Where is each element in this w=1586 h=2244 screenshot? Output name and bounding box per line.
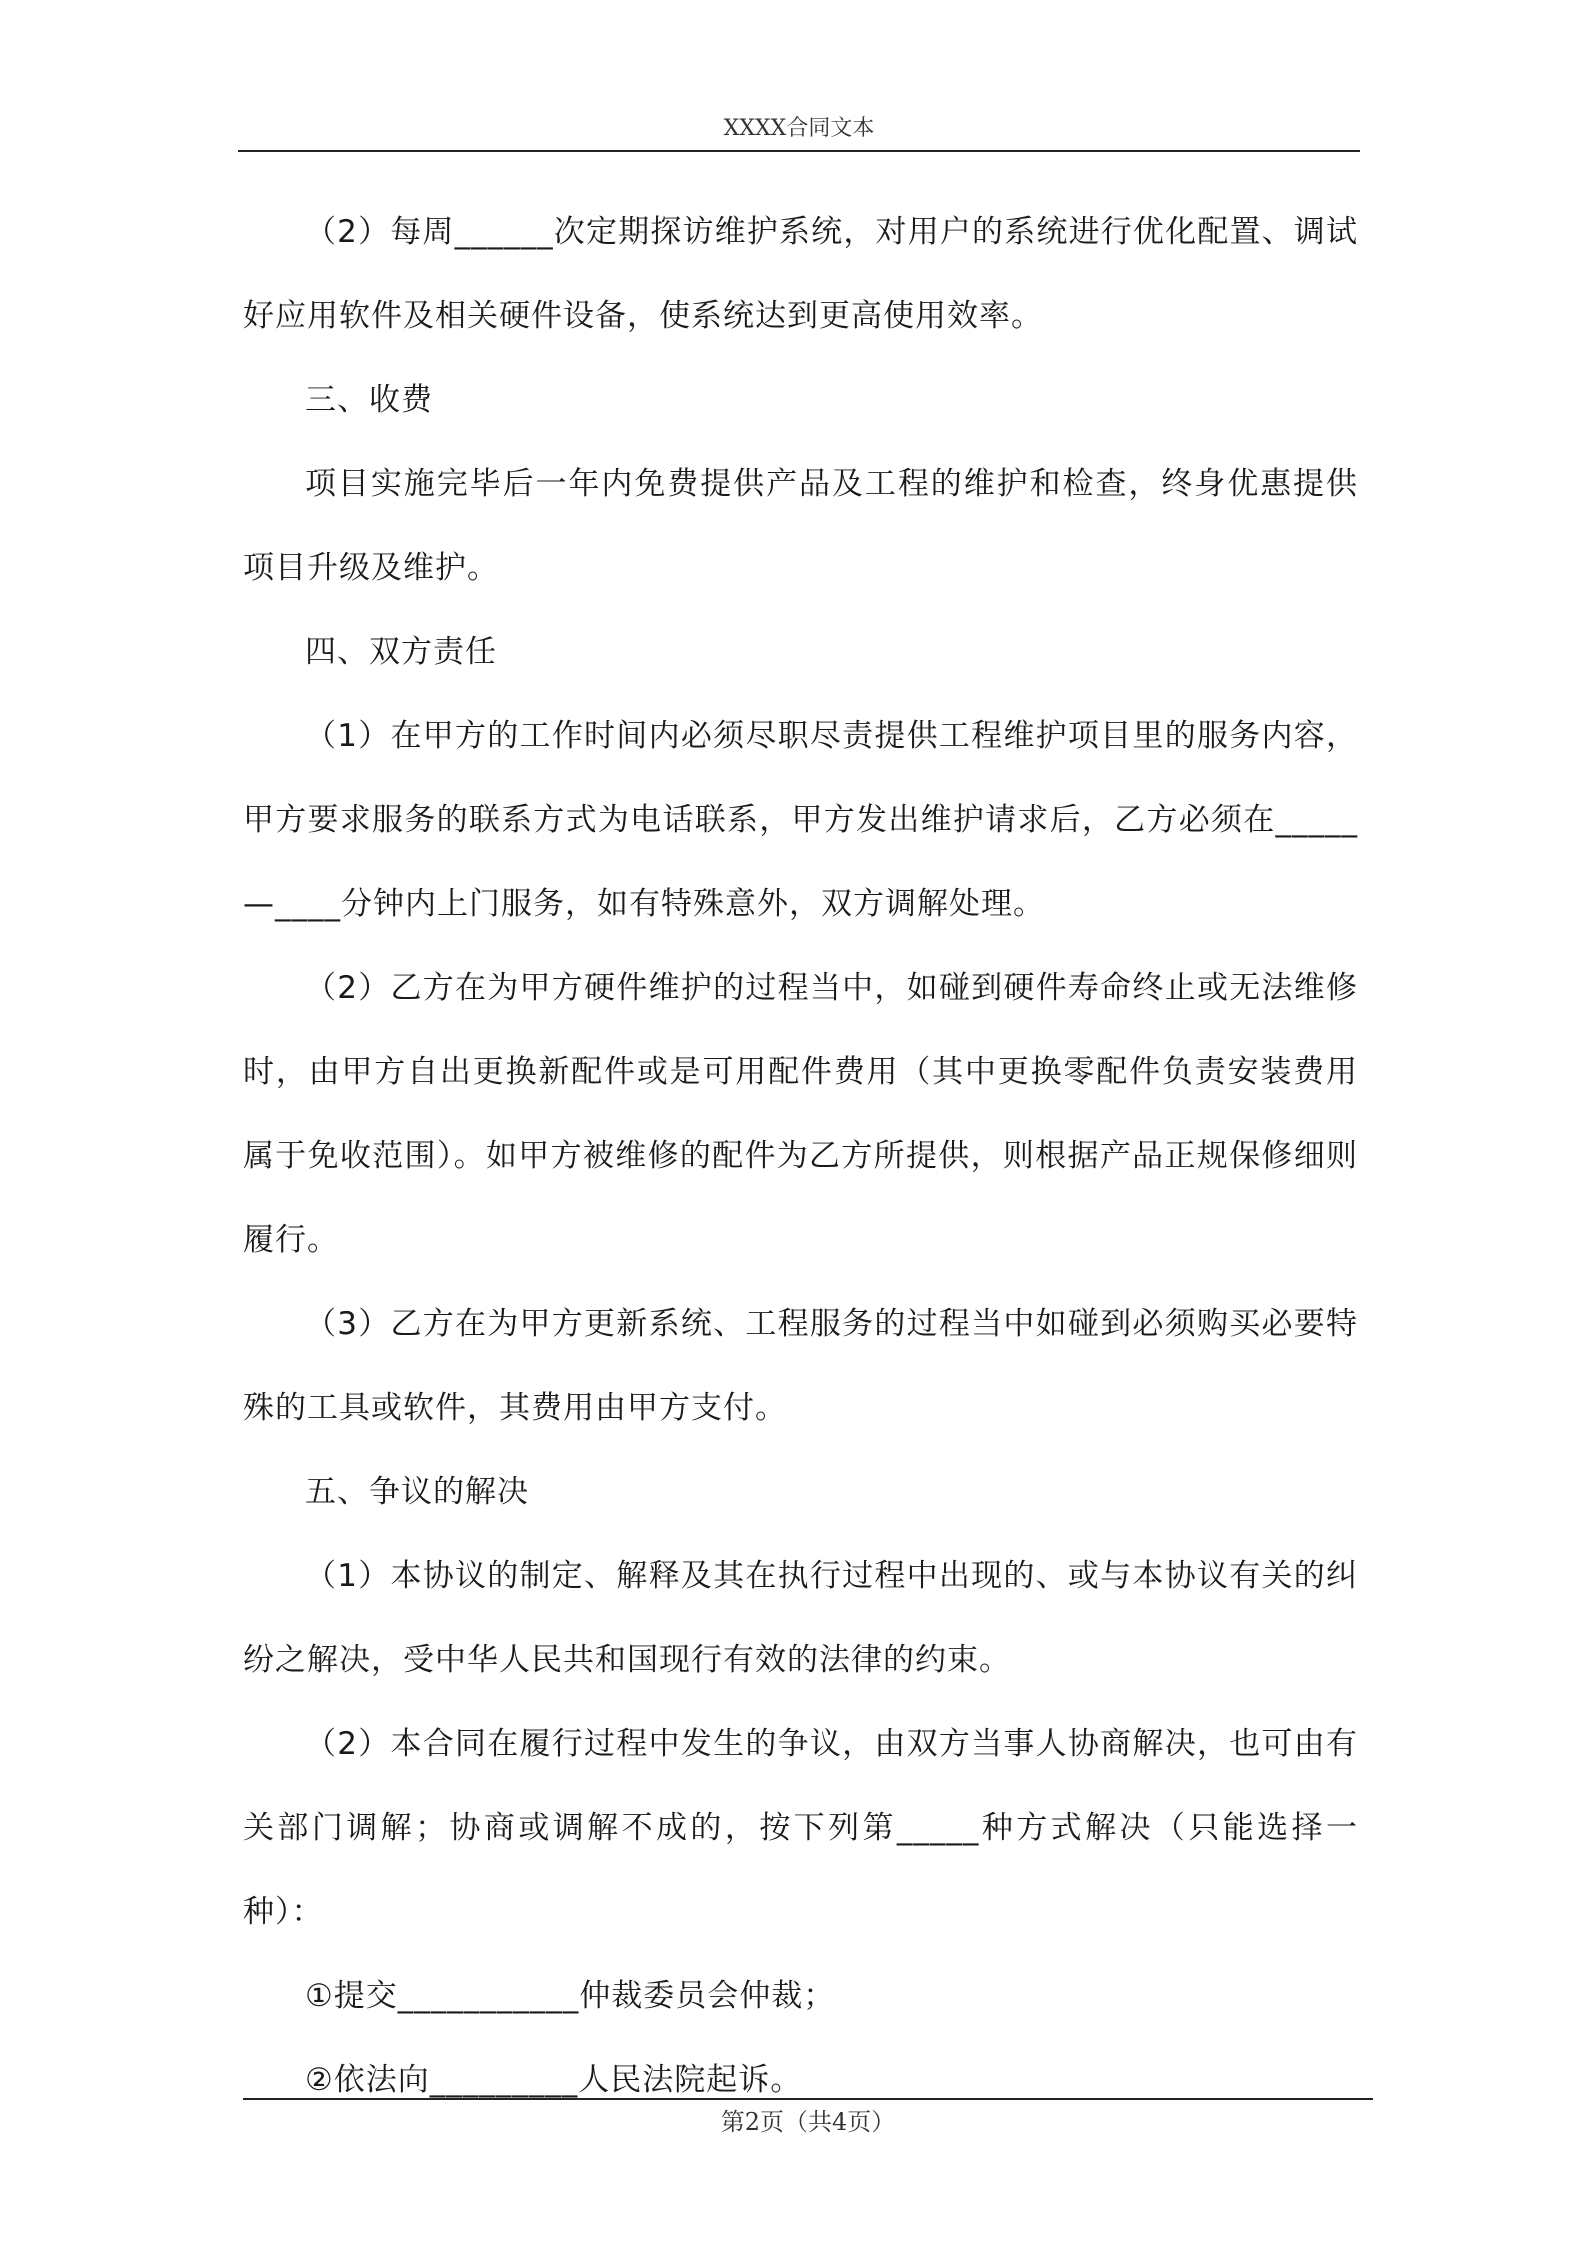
- dispute-option-court: ②依法向_________人民法院起诉。: [305, 2062, 803, 2098]
- dispute-option-arbitration: ①提交___________仲裁委员会仲裁；: [305, 1978, 836, 2014]
- paragraph-responsibility-1: （1）在甲方的工作时间内必须尽职尽责提供工程维护项目里的服务内容，甲方要求服务的联系方式为电话联系，甲方发出维护请求后，乙方必须在_____—____分钟内上门服务，如有特殊意外，双方调解处理。: [243, 718, 1358, 922]
- section-heading-responsibilities: 四、双方责任: [305, 634, 497, 670]
- paragraph-dispute-2: （2）本合同在履行过程中发生的争议，由双方当事人协商解决，也可由有关部门调解；协商或调解不成的，按下列第_____种方式解决（只能选择一种）：: [243, 1726, 1358, 1930]
- page-number: 第2页（共4页）: [720, 2108, 896, 2136]
- paragraph-responsibility-3: （3）乙方在为甲方更新系统、工程服务的过程当中如碰到必须购买必要特殊的工具或软件，其费用由甲方支付。: [243, 1306, 1358, 1426]
- paragraph-weekly-maintenance: （2）每周______次定期探访维护系统，对用户的系统进行优化配置、调试好应用软件及相关硬件设备，使系统达到更高使用效率。: [243, 214, 1358, 334]
- page-header: [238, 108, 1360, 152]
- document-body: [243, 190, 1358, 2122]
- section-heading-fees: 三、收费: [305, 382, 433, 418]
- paragraph-responsibility-2: （2）乙方在为甲方硬件维护的过程当中，如碰到硬件寿命终止或无法维修时，由甲方自出更换新配件或是可用配件费用（其中更换零配件负责安装费用属于免收范围）。如甲方被维修的配件为乙方所提供，则根据产品正规保修细则履行。: [243, 970, 1358, 1258]
- section-heading-disputes: 五、争议的解决: [305, 1474, 529, 1510]
- header-title: XXXX合同文本: [723, 116, 875, 141]
- page-footer: [243, 2098, 1373, 2144]
- paragraph-dispute-1: （1）本协议的制定、解释及其在执行过程中出现的、或与本协议有关的纠纷之解决，受中华人民共和国现行有效的法律的约束。: [243, 1558, 1358, 1678]
- paragraph-fees: 项目实施完毕后一年内免费提供产品及工程的维护和检查，终身优惠提供项目升级及维护。: [243, 466, 1358, 586]
